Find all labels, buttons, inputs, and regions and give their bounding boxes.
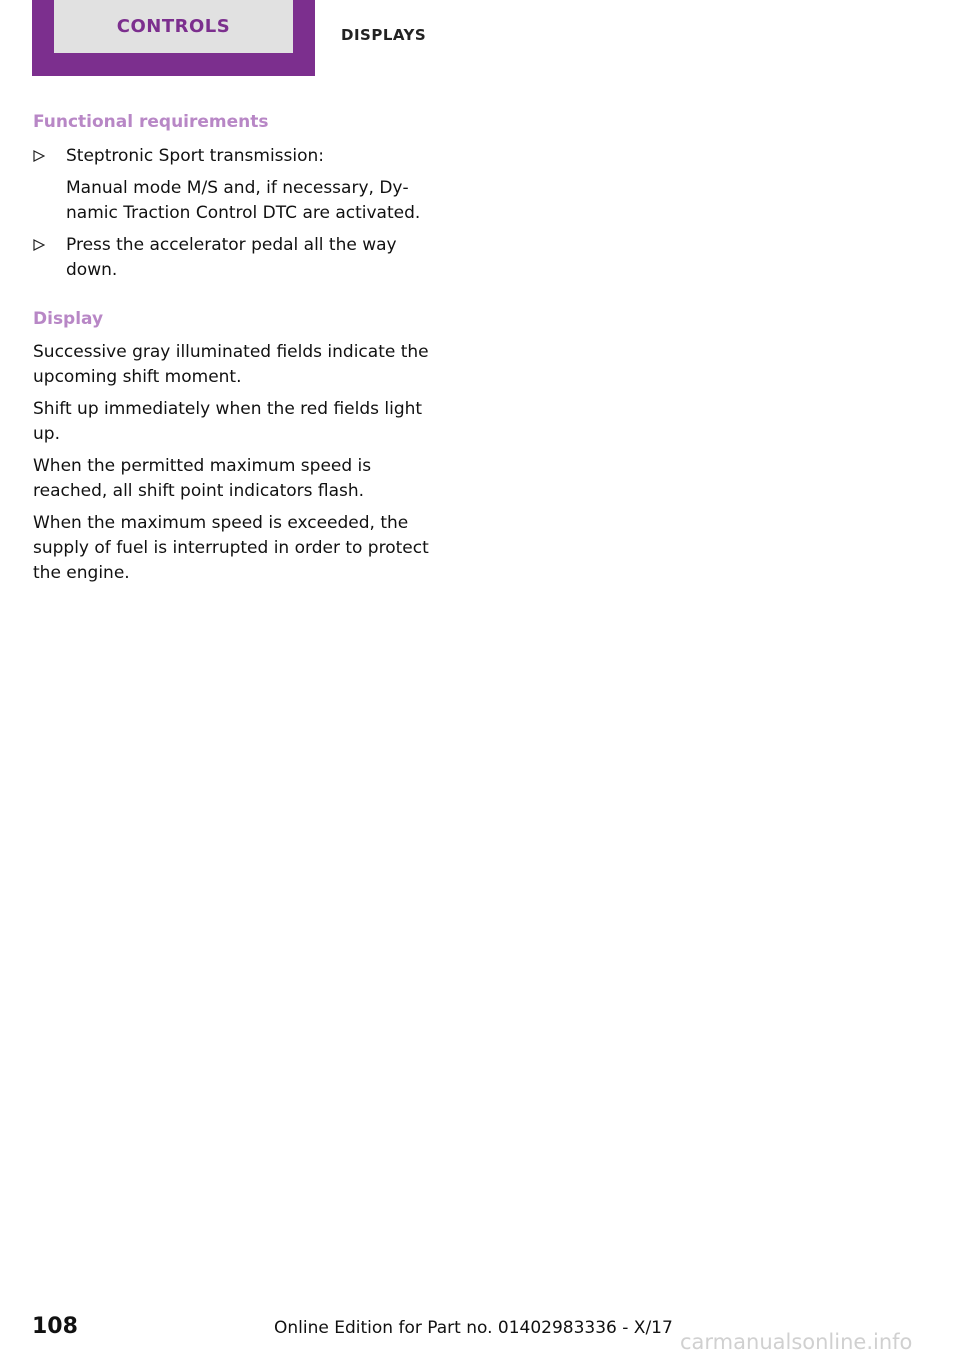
- chapter-tab: [32, 0, 315, 76]
- edition-footer: Online Edition for Part no. 01402983336 - X/17: [274, 1318, 673, 1338]
- display-paragraph: When the permitted maximum speed is reached, all shift point indicators flash.: [33, 456, 372, 501]
- list-item-subtext: Manual mode M/S and, if necessary, Dy‐ namic Traction Control DTC are activated.: [66, 178, 421, 223]
- list-item-text: Steptronic Sport transmission:: [66, 146, 325, 166]
- list-item-text: Press the accelerator pedal all the way down.: [66, 235, 397, 280]
- display-paragraph: Successive gray illuminated fields indicate the upcoming shift moment.: [33, 342, 429, 387]
- watermark: carmanualsonline.info: [680, 1330, 913, 1354]
- page-number: 108: [32, 1314, 78, 1339]
- display-heading: Display: [33, 309, 104, 329]
- functional-requirements-heading: Functional requirements: [33, 112, 269, 132]
- display-paragraph: Shift up immediately when the red fields light up.: [33, 399, 423, 444]
- chapter-tab-label: CONTROLS: [116, 16, 231, 37]
- triangle-bullet-icon: [33, 150, 45, 162]
- triangle-bullet-icon: [33, 239, 45, 251]
- section-title: DISPLAYS: [341, 26, 427, 44]
- display-paragraph: When the maximum speed is exceeded, the supply of fuel is interrupted in order to protect the engine.: [33, 513, 429, 583]
- chapter-tab-inner: [54, 0, 293, 53]
